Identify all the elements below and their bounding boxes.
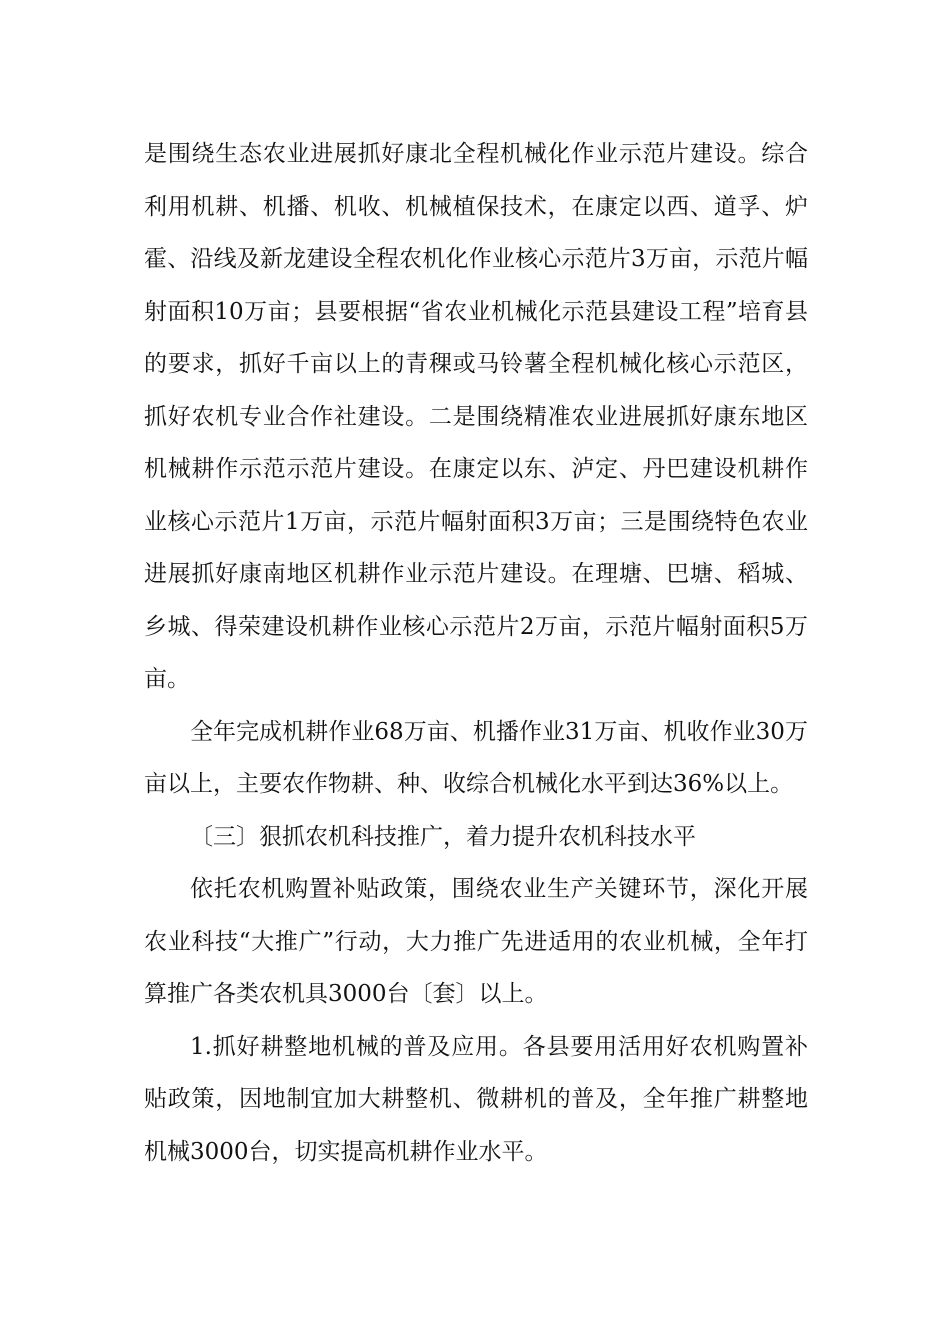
section-heading: 〔三〕狠抓农机科技推广，着力提升农机科技水平 [190, 823, 696, 850]
document-body [144, 128, 808, 1178]
paragraph-promotion: 依托农机购置补贴政策，围绕农业生产关键环节，深化开展农业科技“大推广”行动，大力推广先进适用的农业机械，全年打算推广各类农机具3000台〔套〕以上。 [144, 876, 808, 1007]
paragraph-continuation: 是围绕生态农业进展抓好康北全程机械化作业示范片建设。综合利用机耕、机播、机收、机械植保技术，在康定以西、道孚、炉霍、沿线及新龙建设全程农机化作业核心示范片3万亩，示范片幅射面积10万亩；县要根据“省农业机械化示范县建设工程”培育县的要求，抓好千亩以上的青稞或马铃薯全程机械化核心示范区，抓好农机专业合作社建设。二是围绕精准农业进展抓好康东地区机械耕作示范示范片建设。在康定以东、泸定、丹巴建设机耕作业核心示范片1万亩，示范片幅射面积3万亩；三是围绕特色农业进展抓好康南地区机耕作业示范片建设。在理塘、巴塘、稻城、乡城、得荣建设机耕作业核心示范片2万亩，示范片幅射面积5万亩。 [144, 141, 808, 692]
paragraph-item-1: 1.抓好耕整地机械的普及应用。各县要用活用好农机购置补贴政策，因地制宜加大耕整机、微耕机的普及，全年推广耕整地机械3000台，切实提高机耕作业水平。 [144, 1033, 808, 1165]
paragraph-annual-targets: 全年完成机耕作业68万亩、机播作业31万亩、机收作业30万亩以上，主要农作物耕、种、收综合机械化水平到达36%以上。 [144, 718, 808, 797]
